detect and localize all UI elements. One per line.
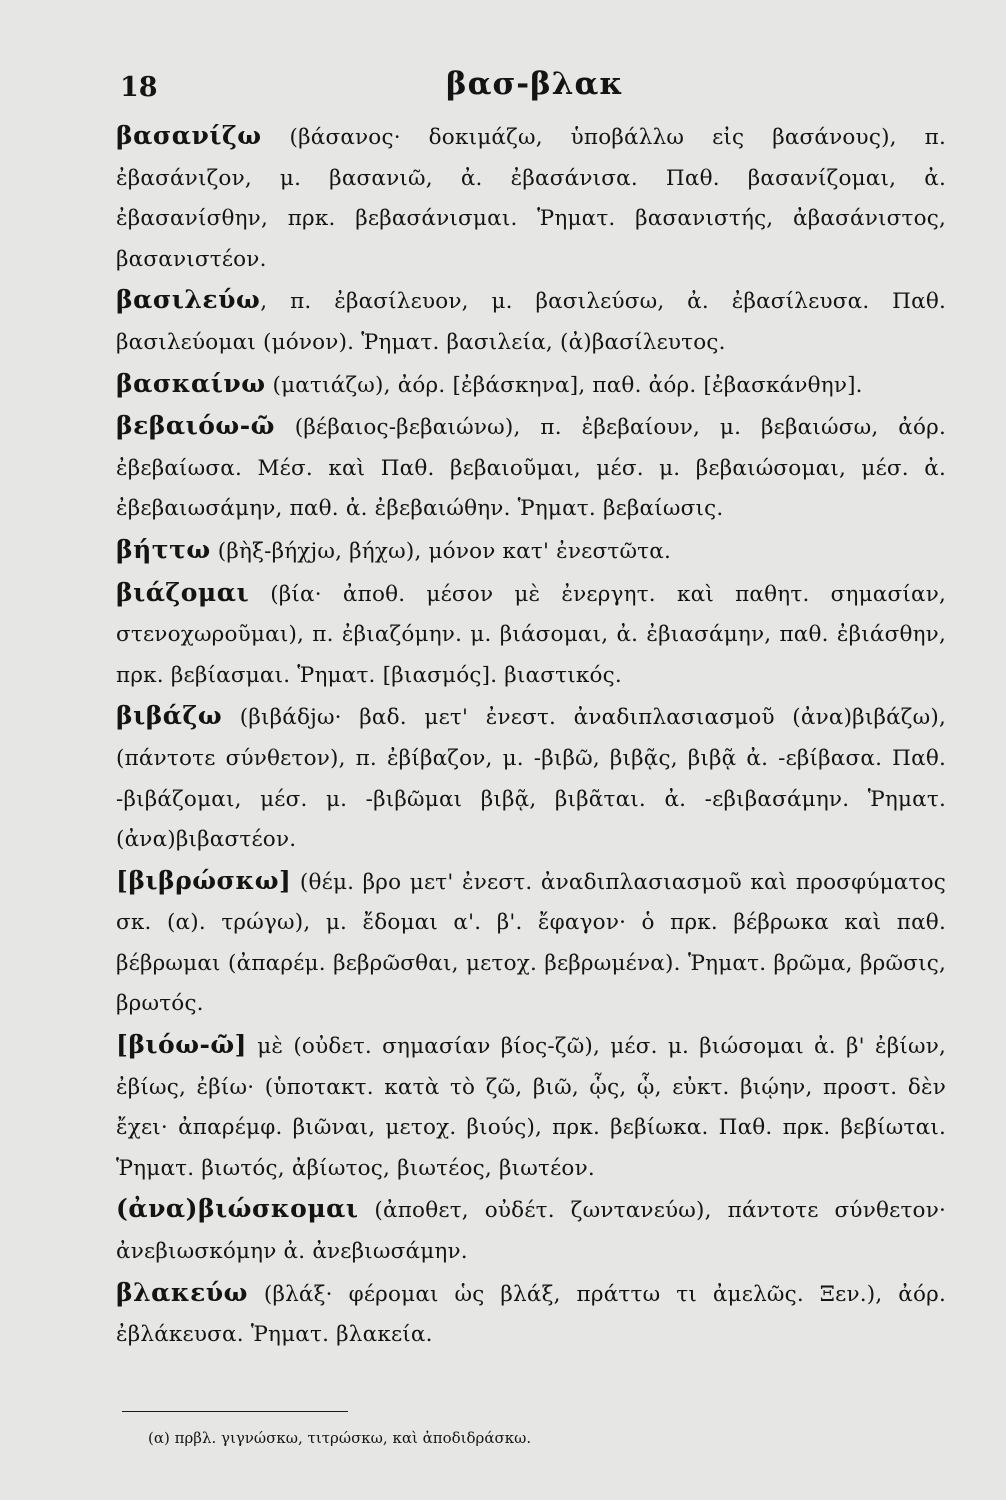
entry-text: (ἀποθετ, οὐδέτ. ζωντανεύω), πάντοτε σύνθετον· ἀνεβιωσκόμην ἀ. ἀνεβιωσάμην. [116,1198,946,1265]
entry-betto [116,530,946,573]
running-head: βασ-βλακ [446,66,624,102]
entry-biazomai [116,573,946,697]
entry-text: (βία· ἀποθ. μέσον μὲ ἐνεργητ. καὶ παθητ. σημασίαν, στενοχωροῦμαι), π. ἐβιαζόμην. μ. βιάσομαι, ἀ. ἐβιασάμην, παθ. ἐβιάσθην, πρκ. βεβίασμαι. Ῥηματ. [βιασμός]. βιαστικός. [116,581,946,688]
entry-anabioskomai [116,1189,946,1272]
headword: [βιβρώσκω] [116,865,292,895]
footnote: (α) πρβλ. γιγνώσκω, τιτρώσκω, καὶ ἀποδιδράσκω. [148,1429,532,1447]
headword: βεβαιόω-ῶ [116,411,275,441]
entry-text: (βέβαιος-βεβαιώνω), π. ἐβεβαίουν, μ. βεβαιώσω, ἀόρ. ἐβεβαίωσα. Μέσ. καὶ Παθ. βεβαιοῦμαι, μέσ. μ. βεβαιώσομαι, μέσ. ἀ. ἐβεβαιωσάμην, παθ. ἀ. ἐβεβαιώθην. Ῥηματ. βεβαίωσις. [116,415,946,522]
entry-text: μὲ (οὐδετ. σημασίαν βίος-ζῶ), μέσ. μ. βιώσομαι ἀ. β' ἐβίων, ἐβίως, ἐβίω· (ὑποτακτ. κατὰ τὸ ζῶ, βιῶ, ᾧς, ᾧ, εὐκτ. βιῴην, προστ. δὲν ἔχει· ἀπαρέμφ. βιῶναι, μετοχ. βιούς), πρκ. βεβίωκα. Παθ. πρκ. βεβίωται. Ῥηματ. βιωτός, ἀβίωτος, βιωτέος, βιωτέον. [116,1034,946,1181]
entry-text: (βὴξ-βήχjω, βήχω), μόνον κατ' ἐνεστῶτα. [210,538,672,564]
entry-bioo [116,1025,946,1189]
entry-bebaioo [116,406,946,530]
headword: βασκαίνω [116,368,266,398]
headword: βλακεύω [116,1277,248,1307]
entry-text: (βάσανος· δοκιμάζω, ὑποβάλλω εἰς βασάνους), π. ἐβασάνιζον, μ. βασανιῶ, ἀ. ἐβασάνισα. Παθ. βασανίζομαι, ἀ. ἐβασανίσθην, πρκ. βεβασάνισμαι. Ῥηματ. βασανιστής, ἀβασάνιστος, βασανιστέον. [116,125,946,272]
entry-basileuo [116,280,946,363]
entry-text: (βιβάδjω· βαδ. μετ' ἐνεστ. ἀναδιπλασιασμοῦ (ἀνα)βιβάζω), (πάντοτε σύνθετον), π. ἐβίβαζον, μ. -βιβῶ, βιβᾷς, βιβᾷ ἀ. -εβίβασα. Παθ. -βιβάζομαι, μέσ. μ. -βιβῶμαι βιβᾷ, βιβᾶται. ἀ. -εβιβασάμην. Ῥηματ. (ἀνα)βιβαστέον. [116,705,946,853]
headword: [βιόω-ῶ] [116,1030,248,1060]
headword: βιβάζω [116,701,223,731]
entry-text: (βλάξ· φέρομαι ὡς βλάξ, πράττω τι ἀμελῶς. Ξεν.), ἀόρ. ἐβλάκευσα. Ῥηματ. βλακεία. [116,1281,946,1348]
footnote-divider [122,1411,348,1412]
entry-text: , π. ἐβασίλευον, μ. βασιλεύσω, ἀ. ἐβασίλευσα. Παθ. βασιλεύομαι (μόνον). Ῥηματ. βασιλεία, (ἀ)βασίλευτος. [116,289,946,355]
headword: βήττω [116,534,211,564]
entry-text: (ματιάζω), ἀόρ. [ἐβάσκηνα], παθ. ἀόρ. [ἐβασκάνθην]. [265,372,863,398]
entry-baskaino [116,364,946,407]
entry-text: (θέμ. βρο μετ' ἐνεστ. ἀναδιπλασιασμοῦ καὶ προσφύματος σκ. (α). τρώγω), μ. ἔδομαι α'. β'. ἔφαγον· ὁ πρκ. βέβρωκα καὶ παθ. βέβρωμαι (ἀπαρέμ. βεβρῶσθαι, μετοχ. βεβρωμένα). Ῥηματ. βρῶμα, βρῶσις, βρωτός. [116,869,946,1017]
entry-basanizo [116,116,946,280]
headword: βασιλεύω [116,285,261,315]
page-number: 18 [120,72,158,103]
entry-bibrosko [116,861,946,1025]
headword: βιάζομαι [116,577,250,607]
entry-blakeuo [116,1273,946,1356]
entry-bibazo [116,696,946,860]
headword: βασανίζω [116,121,262,150]
dictionary-entries [116,116,946,1356]
headword: (ἀνα)βιώσκομαι [116,1194,359,1224]
